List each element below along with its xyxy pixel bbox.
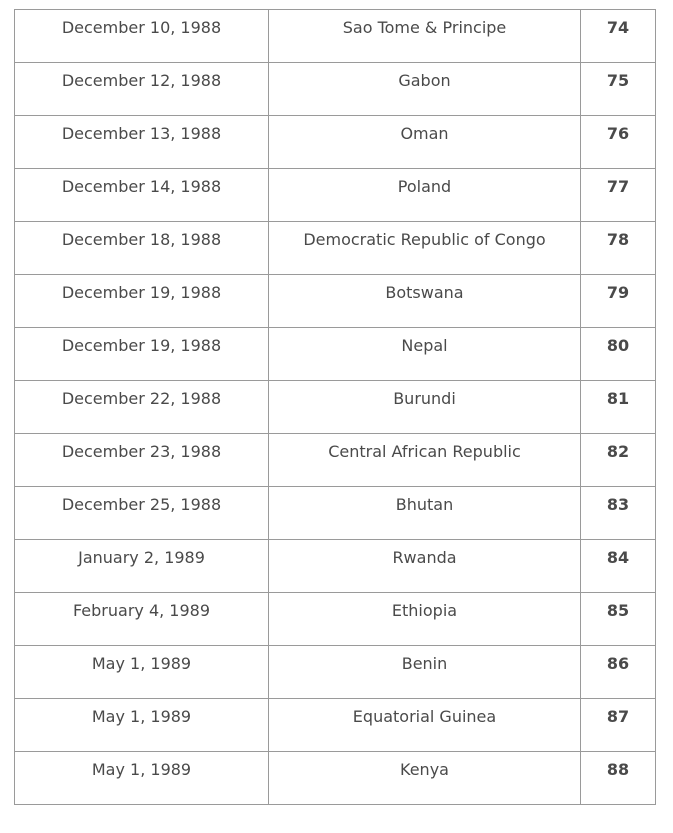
- country-cell: Kenya: [269, 752, 581, 805]
- date-cell: December 22, 1988: [15, 381, 269, 434]
- date-cell: December 18, 1988: [15, 222, 269, 275]
- date-cell: May 1, 1989: [15, 699, 269, 752]
- country-cell: Central African Republic: [269, 434, 581, 487]
- country-cell: Poland: [269, 169, 581, 222]
- date-cell: May 1, 1989: [15, 646, 269, 699]
- number-cell: 85: [581, 593, 656, 646]
- table-row: [15, 63, 656, 116]
- country-cell: Equatorial Guinea: [269, 699, 581, 752]
- number-cell: 87: [581, 699, 656, 752]
- number-cell: 83: [581, 487, 656, 540]
- table-row: [15, 752, 656, 805]
- country-cell: Ethiopia: [269, 593, 581, 646]
- country-cell: Botswana: [269, 275, 581, 328]
- number-cell: 86: [581, 646, 656, 699]
- table-row: [15, 487, 656, 540]
- date-cell: December 10, 1988: [15, 10, 269, 63]
- country-cell: Benin: [269, 646, 581, 699]
- table-row: [15, 699, 656, 752]
- number-cell: 84: [581, 540, 656, 593]
- date-cell: January 2, 1989: [15, 540, 269, 593]
- country-cell: Democratic Republic of Congo: [269, 222, 581, 275]
- number-cell: 80: [581, 328, 656, 381]
- table-row: [15, 116, 656, 169]
- country-cell: Nepal: [269, 328, 581, 381]
- table-row: [15, 222, 656, 275]
- table-row: [15, 381, 656, 434]
- number-cell: 75: [581, 63, 656, 116]
- table-body: [15, 10, 656, 805]
- date-cell: December 25, 1988: [15, 487, 269, 540]
- table-row: [15, 328, 656, 381]
- date-cell: December 13, 1988: [15, 116, 269, 169]
- table-row: [15, 434, 656, 487]
- table-row: [15, 10, 656, 63]
- date-cell: December 23, 1988: [15, 434, 269, 487]
- number-cell: 81: [581, 381, 656, 434]
- number-cell: 79: [581, 275, 656, 328]
- country-cell: Burundi: [269, 381, 581, 434]
- number-cell: 82: [581, 434, 656, 487]
- date-cell: December 14, 1988: [15, 169, 269, 222]
- number-cell: 78: [581, 222, 656, 275]
- recognition-table: [14, 9, 656, 805]
- date-cell: May 1, 1989: [15, 752, 269, 805]
- date-cell: December 19, 1988: [15, 328, 269, 381]
- date-cell: February 4, 1989: [15, 593, 269, 646]
- number-cell: 77: [581, 169, 656, 222]
- table-row: [15, 646, 656, 699]
- country-cell: Sao Tome & Principe: [269, 10, 581, 63]
- table-row: [15, 169, 656, 222]
- country-cell: Oman: [269, 116, 581, 169]
- table-row: [15, 540, 656, 593]
- date-cell: December 12, 1988: [15, 63, 269, 116]
- date-cell: December 19, 1988: [15, 275, 269, 328]
- number-cell: 88: [581, 752, 656, 805]
- country-cell: Bhutan: [269, 487, 581, 540]
- country-cell: Gabon: [269, 63, 581, 116]
- table-row: [15, 593, 656, 646]
- table-row: [15, 275, 656, 328]
- number-cell: 74: [581, 10, 656, 63]
- country-cell: Rwanda: [269, 540, 581, 593]
- number-cell: 76: [581, 116, 656, 169]
